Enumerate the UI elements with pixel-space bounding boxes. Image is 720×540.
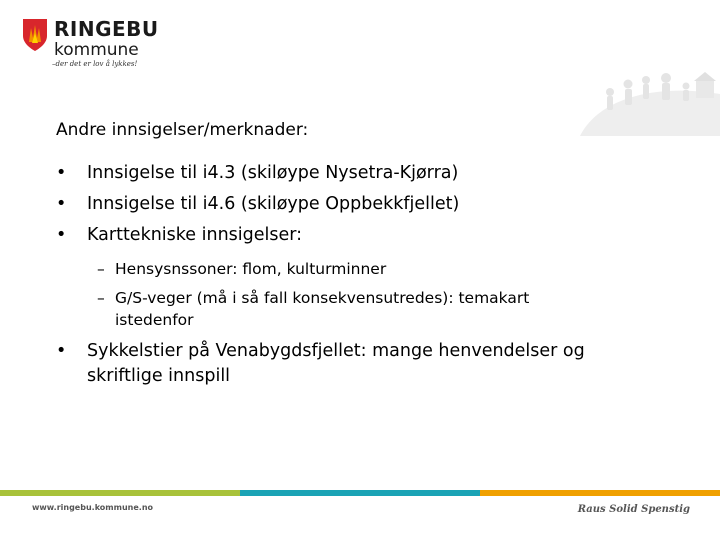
bullet-icon: •: [56, 194, 67, 214]
sub-list-item-text: Hensysnssoner: flom, kulturminner: [115, 260, 387, 278]
slide-heading: Andre innsigelser/merknader:: [56, 120, 309, 140]
ringebu-logo: [22, 14, 182, 74]
footer-bar-orange: [480, 490, 720, 496]
footer-url: www.ringebu.kommune.no: [32, 503, 154, 512]
sub-list-item: [97, 255, 676, 284]
list-item-text-line2: skriftlige innspill: [87, 366, 231, 386]
bullet-list: [56, 339, 676, 389]
dash-icon: –: [97, 260, 105, 278]
bullet-list: [56, 158, 676, 251]
bullet-icon: •: [56, 341, 67, 361]
footer-bar-teal: [240, 490, 480, 496]
list-item: [56, 220, 676, 251]
list-item-text: Karttekniske innsigelser:: [87, 225, 303, 245]
bullet-icon: •: [56, 225, 67, 245]
logo-subtitle: kommune: [54, 40, 139, 60]
list-item: [56, 189, 676, 220]
logo-name: RINGEBU: [54, 17, 159, 41]
sub-list-item-text-continued: istedenfor: [115, 311, 194, 329]
footer-slogan: Raus Solid Spenstig: [577, 504, 690, 515]
dash-icon: –: [97, 289, 105, 307]
slide-content: [56, 118, 676, 389]
list-item-text: Innsigelse til i4.3 (skiløype Nysetra-Kjørra): [87, 163, 459, 183]
bullet-icon: •: [56, 163, 67, 183]
sub-list-item-text: G/S-veger (må i så fall konsekvensutredes): temakart: [115, 289, 530, 307]
list-item-text: Innsigelse til i4.6 (skiløype Oppbekkfjellet): [87, 194, 460, 214]
list-item: [56, 158, 676, 189]
list-item: [56, 339, 676, 389]
footer-color-bars: [0, 490, 720, 496]
footer-bar-green: [0, 490, 240, 496]
list-item-text-line1: Sykkelstier på Venabygdsfjellet: mange henvendelser og: [87, 341, 585, 361]
sub-bullet-list: [56, 255, 676, 331]
ringebu-shield-icon: [22, 18, 48, 52]
logo-tagline: –der det er lov å lykkes!: [52, 60, 138, 68]
sub-list-item: [97, 284, 676, 331]
